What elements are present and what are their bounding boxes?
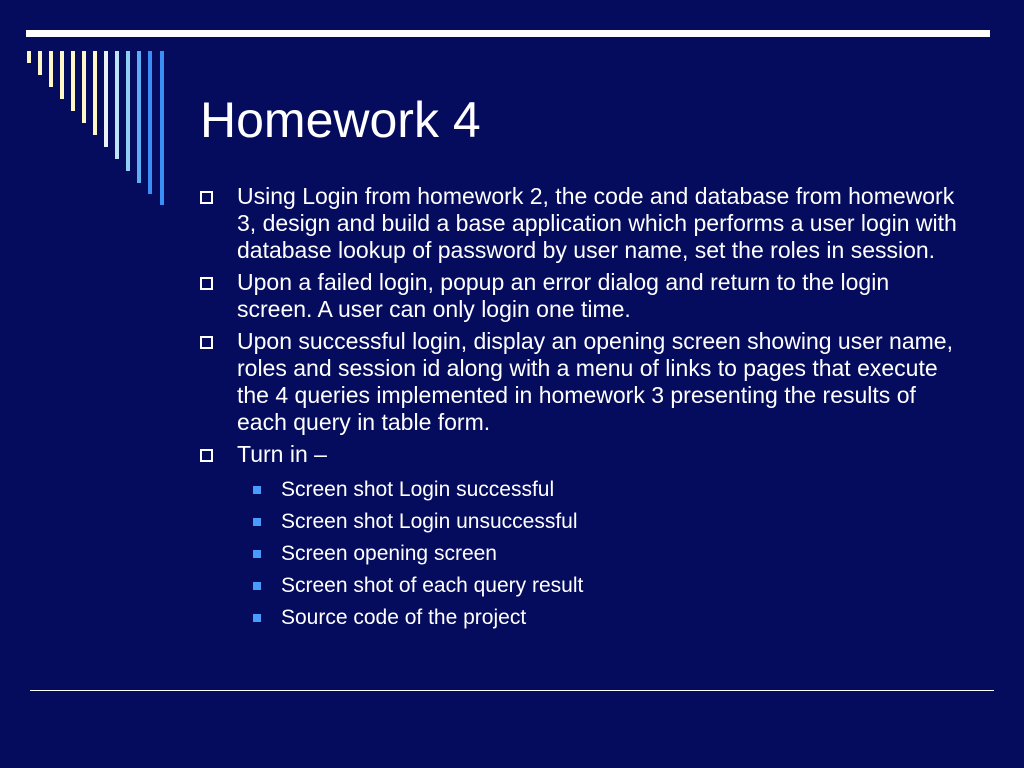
stripe-13 bbox=[160, 51, 164, 205]
hollow-square-icon bbox=[200, 277, 213, 290]
sub-bullet-item bbox=[253, 602, 986, 634]
stripe-11 bbox=[137, 51, 141, 183]
sub-bullet-text: Screen shot of each query result bbox=[281, 574, 584, 597]
hollow-square-icon bbox=[200, 191, 213, 204]
stripe-10 bbox=[126, 51, 130, 171]
stripe-6 bbox=[82, 51, 86, 123]
top-rule bbox=[26, 30, 990, 37]
sub-bullet-text: Screen shot Login successful bbox=[281, 478, 555, 501]
bullet-item bbox=[200, 328, 970, 436]
bullet-text: Turn in – bbox=[237, 441, 327, 467]
bottom-rule bbox=[30, 690, 994, 691]
bullet-list bbox=[200, 183, 970, 639]
bullet-text: Upon successful login, display an opening screen showing user name, roles and session id along with a menu of links to pages that execute the 4 queries implemented in homework 3 presenting the results of each query in table form. bbox=[237, 328, 953, 435]
bullet-text: Upon a failed login, popup an error dialog and return to the login screen. A user can only login one time. bbox=[237, 269, 890, 322]
stripe-8 bbox=[104, 51, 108, 147]
stripe-4 bbox=[60, 51, 64, 99]
solid-square-icon bbox=[253, 614, 261, 622]
slide-title: Homework 4 bbox=[200, 92, 481, 148]
sub-bullet-list bbox=[253, 474, 986, 634]
stripe-9 bbox=[115, 51, 119, 159]
solid-square-icon bbox=[253, 486, 261, 494]
stripe-1 bbox=[27, 51, 31, 63]
sub-bullet-text: Screen shot Login unsuccessful bbox=[281, 510, 578, 533]
bullet-item-turn-in bbox=[200, 441, 970, 634]
sub-bullet-text: Source code of the project bbox=[281, 606, 527, 629]
sub-bullet-item bbox=[253, 474, 986, 506]
stripe-3 bbox=[49, 51, 53, 87]
sub-bullet-item bbox=[253, 538, 986, 570]
stripe-12 bbox=[148, 51, 152, 194]
stripe-7 bbox=[93, 51, 97, 135]
bullet-text: Using Login from homework 2, the code and database from homework 3, design and build a base application which performs a user login with database lookup of password by user name, set the roles in session. bbox=[237, 183, 957, 263]
sub-bullet-item bbox=[253, 570, 986, 602]
stripe-5 bbox=[71, 51, 75, 111]
solid-square-icon bbox=[253, 518, 261, 526]
bullet-item bbox=[200, 183, 970, 264]
solid-square-icon bbox=[253, 550, 261, 558]
sub-bullet-text: Screen opening screen bbox=[281, 542, 497, 565]
hollow-square-icon bbox=[200, 336, 213, 349]
sub-bullet-item bbox=[253, 506, 986, 538]
stripe-2 bbox=[38, 51, 42, 75]
hollow-square-icon bbox=[200, 449, 213, 462]
bullet-item bbox=[200, 269, 970, 323]
solid-square-icon bbox=[253, 582, 261, 590]
